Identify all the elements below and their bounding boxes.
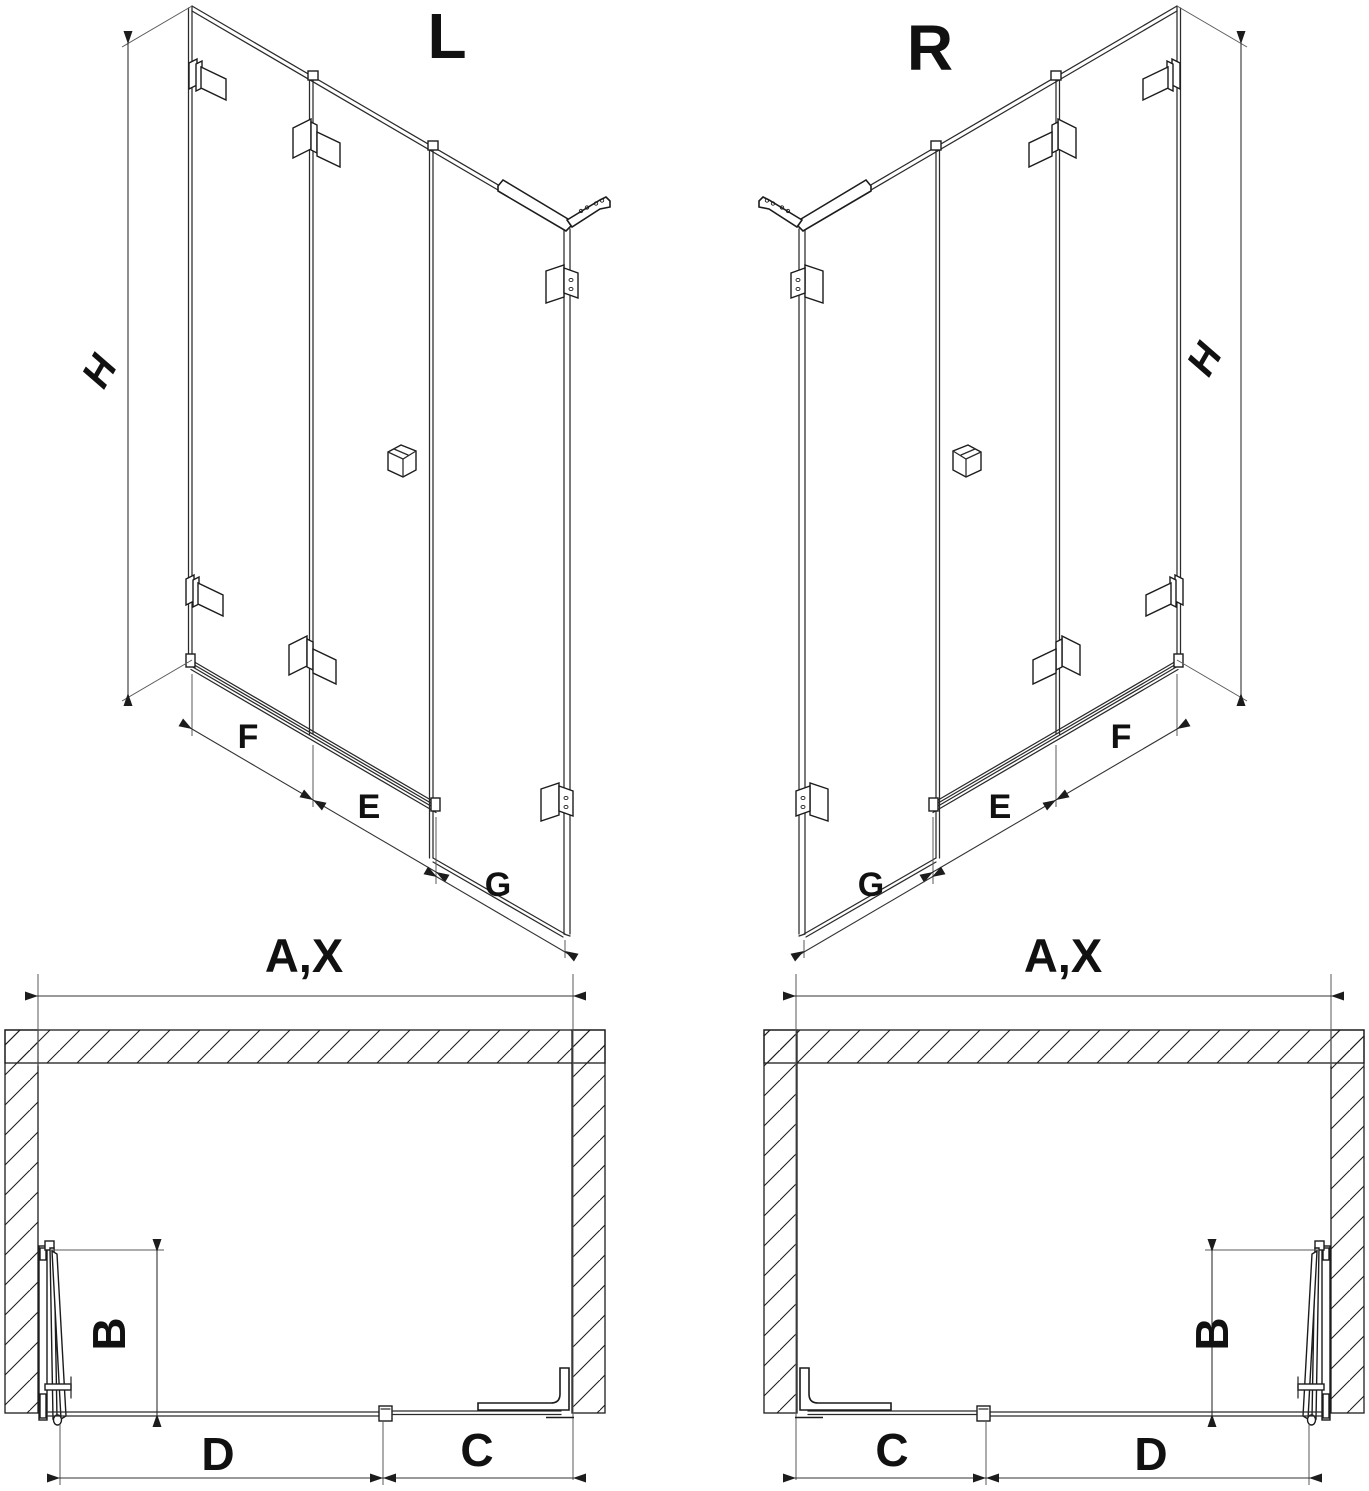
iso-view-left (73, 0, 610, 961)
panel-span-label-left-plan: C (460, 1424, 494, 1476)
segment-label-e-left: E (357, 788, 381, 826)
width-dim-label-left-plan: A,X (264, 929, 344, 982)
depth-dim-label-right-plan: B (1186, 1317, 1238, 1351)
height-dim-label-left: H (73, 347, 127, 396)
door-span-label-left-plan: D (201, 1428, 235, 1480)
plan-view-left (5, 929, 605, 1485)
walls-right-plan (764, 1030, 1364, 1413)
segment-label-e-right: E (988, 788, 1012, 826)
plan-view-right (764, 929, 1364, 1485)
segment-label-f-right: F (1110, 718, 1132, 756)
segment-label-f-left: F (237, 718, 259, 756)
height-dim-label-right: H (1178, 335, 1232, 384)
variant-label-right: R (906, 12, 954, 84)
variant-label-left: L (427, 0, 467, 72)
panel-span-label-right-plan: C (875, 1424, 909, 1476)
door-span-label-right-plan: D (1134, 1428, 1168, 1480)
walls-left-plan (5, 1030, 605, 1413)
width-dim-label-right-plan: A,X (1023, 929, 1103, 982)
iso-view-right (759, 6, 1247, 961)
segment-label-g-left: G (484, 866, 512, 904)
depth-dim-label-left-plan: B (83, 1317, 135, 1351)
segment-label-g-right: G (857, 866, 885, 904)
